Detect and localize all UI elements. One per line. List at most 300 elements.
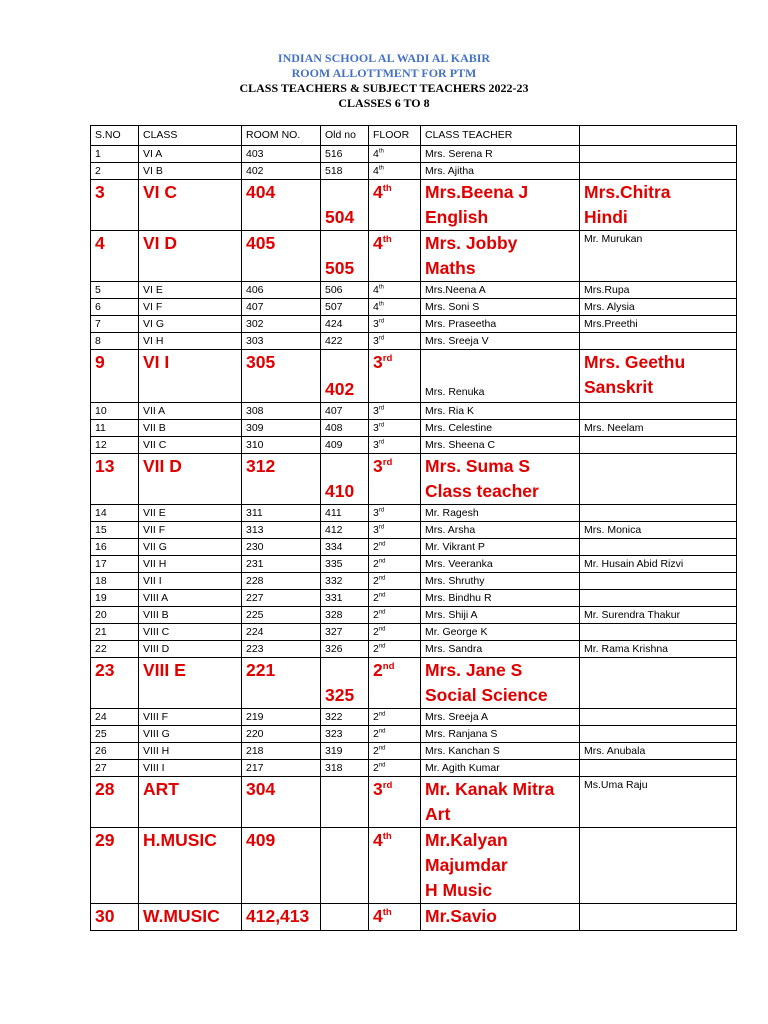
floor-suffix: rd [378, 335, 385, 342]
cell-old-no: 332 [321, 573, 369, 590]
cell-class: ART [139, 777, 242, 828]
cell-floor [369, 573, 421, 590]
class-teacher-line-2: Majumdar [425, 855, 508, 875]
cell-floor [369, 420, 421, 437]
cell-sno: 27 [91, 760, 139, 777]
table-row [91, 454, 737, 505]
cell-class-teacher [421, 556, 580, 573]
floor-number: 4 [373, 906, 383, 926]
cell-room-no: 219 [242, 709, 321, 726]
cell-old-no: 408 [321, 420, 369, 437]
cell-room-no: 224 [242, 624, 321, 641]
cell-class: VI F [139, 299, 242, 316]
cell-subject-teacher [580, 437, 737, 454]
cell-floor [369, 316, 421, 333]
table-row [91, 163, 737, 180]
cell-room-no: 309 [242, 420, 321, 437]
class-teacher-name: Mrs. Kanchan S [425, 745, 500, 757]
cell-class-teacher [421, 590, 580, 607]
cell-class: VIII F [139, 709, 242, 726]
subject-teacher-name: Mrs. Neelam [584, 422, 644, 434]
table-row [91, 403, 737, 420]
cell-class: VII C [139, 437, 242, 454]
cell-sno: 10 [91, 403, 139, 420]
class-teacher-name: Mrs. Celestine [425, 422, 493, 434]
floor-number: 4 [373, 182, 383, 202]
cell-class-teacher [421, 146, 580, 163]
cell-class-teacher [421, 641, 580, 658]
floor-number: 3 [373, 507, 379, 519]
table-row [91, 231, 737, 282]
floor-suffix: rd [378, 318, 385, 325]
subject-teacher-name: Mr. Surendra Thakur [584, 609, 681, 621]
cell-old-no: 507 [321, 299, 369, 316]
cell-class: VIII C [139, 624, 242, 641]
cell-sno: 13 [91, 454, 139, 505]
cell-subject-teacher [580, 777, 737, 828]
class-teacher-line-2: Class teacher [425, 481, 539, 501]
cell-class: VII I [139, 573, 242, 590]
cell-sno: 23 [91, 658, 139, 709]
subject-teacher-name: Mrs.Rupa [584, 284, 630, 296]
table-row [91, 180, 737, 231]
subject-teacher-name: Ms.Uma Raju [584, 779, 648, 791]
cell-sno: 14 [91, 505, 139, 522]
cell-subject-teacher [580, 350, 737, 403]
column-header-room-no: ROOM NO. [242, 126, 321, 146]
cell-sno: 12 [91, 437, 139, 454]
cell-class: VIII H [139, 743, 242, 760]
cell-class: VIII I [139, 760, 242, 777]
class-teacher-name: Mrs.Beena J [425, 182, 529, 202]
cell-subject-teacher [580, 658, 737, 709]
cell-subject-teacher [580, 505, 737, 522]
cell-subject-teacher [580, 316, 737, 333]
cell-old-no [321, 828, 369, 904]
cell-sno: 21 [91, 624, 139, 641]
floor-suffix: rd [378, 524, 385, 531]
cell-class: VI D [139, 231, 242, 282]
cell-room-no: 311 [242, 505, 321, 522]
cell-old-no: 422 [321, 333, 369, 350]
cell-class-teacher [421, 743, 580, 760]
cell-floor [369, 231, 421, 282]
cell-floor [369, 163, 421, 180]
cell-sno: 6 [91, 299, 139, 316]
table-row [91, 641, 737, 658]
cell-old-no: 323 [321, 726, 369, 743]
table-row [91, 522, 737, 539]
class-teacher-name: Mrs. Shruthy [425, 575, 485, 587]
cell-class-teacher [421, 624, 580, 641]
cell-floor [369, 437, 421, 454]
table-row [91, 437, 737, 454]
floor-suffix: th [382, 183, 392, 195]
cell-floor [369, 904, 421, 931]
school-name: INDIAN SCHOOL AL WADI AL KABIR [277, 51, 491, 65]
floor-number: 2 [373, 711, 379, 723]
floor-number: 4 [373, 165, 379, 177]
cell-class-teacher [421, 350, 580, 403]
class-teacher-line-2: English [425, 207, 489, 227]
cell-class-teacher [421, 437, 580, 454]
column-header-floor: FLOOR [369, 126, 421, 146]
floor-suffix: th [378, 165, 384, 172]
cell-sno: 7 [91, 316, 139, 333]
table-row [91, 828, 737, 904]
cell-floor [369, 454, 421, 505]
cell-subject-teacher [580, 180, 737, 231]
floor-suffix: rd [378, 507, 385, 514]
cell-old-no: 504 [321, 180, 369, 231]
cell-class-teacher [421, 658, 580, 709]
cell-subject-teacher [580, 607, 737, 624]
class-teacher-name: Mrs. Shiji A [425, 609, 478, 621]
cell-sno: 15 [91, 522, 139, 539]
floor-suffix: rd [382, 457, 393, 469]
cell-old-no [321, 777, 369, 828]
cell-room-no: 409 [242, 828, 321, 904]
document-header [0, 51, 768, 111]
cell-floor [369, 350, 421, 403]
class-teacher-name: Mrs. Sheena C [425, 439, 496, 451]
class-teacher-name: Mrs. Jane S [425, 660, 523, 680]
cell-subject-teacher [580, 709, 737, 726]
class-teacher-name: Mr. Agith Kumar [425, 762, 500, 774]
floor-number: 2 [373, 558, 379, 570]
cell-subject-teacher [580, 556, 737, 573]
cell-old-no: 318 [321, 760, 369, 777]
class-teacher-name: Mr. Kanak Mitra [425, 779, 555, 799]
cell-class: VIII E [139, 658, 242, 709]
cell-sno: 29 [91, 828, 139, 904]
cell-floor [369, 590, 421, 607]
subject-teacher-name: Mrs. Anubala [584, 745, 646, 757]
cell-class: VI B [139, 163, 242, 180]
floor-suffix: th [382, 907, 392, 919]
cell-room-no: 223 [242, 641, 321, 658]
class-teacher-name: Mrs. Ajitha [425, 165, 475, 177]
cell-class-teacher [421, 282, 580, 299]
cell-floor [369, 505, 421, 522]
subject-teacher-name: Mr. Rama Krishna [584, 643, 669, 655]
subject-teacher-name: Mr. Murukan [584, 233, 643, 245]
cell-room-no: 312 [242, 454, 321, 505]
cell-room-no: 220 [242, 726, 321, 743]
floor-number: 3 [373, 779, 383, 799]
cell-sno: 22 [91, 641, 139, 658]
cell-old-no: 322 [321, 709, 369, 726]
subject-teacher-name: Mrs.Chitra [584, 182, 671, 202]
subject-teacher-line-2: Hindi [584, 207, 628, 227]
floor-number: 2 [373, 643, 379, 655]
class-teacher-name: Mrs. Bindhu R [425, 592, 492, 604]
table-row [91, 299, 737, 316]
floor-number: 4 [373, 830, 383, 850]
cell-floor [369, 146, 421, 163]
class-teacher-name: Mrs. Jobby [425, 233, 518, 253]
cell-class-teacher [421, 777, 580, 828]
cell-subject-teacher [580, 420, 737, 437]
cell-class: VI E [139, 282, 242, 299]
cell-old-no: 402 [321, 350, 369, 403]
class-teacher-name: Mr. George K [425, 626, 488, 638]
cell-class: VII D [139, 454, 242, 505]
cell-class: VIII G [139, 726, 242, 743]
table-row [91, 282, 737, 299]
class-teacher-name: Mrs. Renuka [425, 386, 485, 398]
cell-subject-teacher [580, 163, 737, 180]
cell-room-no: 405 [242, 231, 321, 282]
cell-room-no: 403 [242, 146, 321, 163]
class-teacher-name: Mr. Vikrant P [425, 541, 485, 553]
table-header-row [91, 126, 737, 146]
cell-old-no: 327 [321, 624, 369, 641]
subject-teacher-name: Mrs. Geethu [584, 352, 686, 372]
floor-suffix: nd [378, 541, 386, 548]
subject-teacher-line-2: Sanskrit [584, 377, 654, 397]
cell-class-teacher [421, 539, 580, 556]
floor-suffix: rd [378, 439, 385, 446]
cell-floor [369, 624, 421, 641]
cell-room-no: 310 [242, 437, 321, 454]
room-allotment-table [90, 125, 737, 931]
table-row [91, 777, 737, 828]
cell-old-no: 409 [321, 437, 369, 454]
floor-number: 4 [373, 233, 383, 253]
floor-suffix: rd [378, 422, 385, 429]
class-teacher-name: Mrs. Serena R [425, 148, 493, 160]
cell-class: VII B [139, 420, 242, 437]
cell-sno: 25 [91, 726, 139, 743]
cell-old-no: 335 [321, 556, 369, 573]
cell-sno: 26 [91, 743, 139, 760]
cell-old-no: 506 [321, 282, 369, 299]
column-header-old-no: Old no [321, 126, 369, 146]
column-header-class: CLASS [139, 126, 242, 146]
cell-class: VI I [139, 350, 242, 403]
cell-floor [369, 641, 421, 658]
floor-number: 2 [373, 592, 379, 604]
table-row [91, 420, 737, 437]
floor-number: 4 [373, 284, 379, 296]
class-teacher-name: Mrs. Sandra [425, 643, 483, 655]
class-teacher-line-2: Art [425, 804, 451, 824]
cell-subject-teacher [580, 231, 737, 282]
cell-sno: 24 [91, 709, 139, 726]
class-teacher-name: Mrs. Soni S [425, 301, 480, 313]
class-teacher-name: Mrs. Suma S [425, 456, 531, 476]
cell-room-no: 313 [242, 522, 321, 539]
cell-sno: 5 [91, 282, 139, 299]
cell-class: VII H [139, 556, 242, 573]
floor-suffix: nd [378, 575, 386, 582]
table-row [91, 333, 737, 350]
floor-number: 2 [373, 609, 379, 621]
cell-class: VIII A [139, 590, 242, 607]
class-teacher-line-2: Social Science [425, 685, 548, 705]
cell-old-no: 424 [321, 316, 369, 333]
cell-class: VII E [139, 505, 242, 522]
cell-floor [369, 760, 421, 777]
class-teacher-name: Mr.Kalyan [425, 830, 508, 850]
floor-suffix: th [378, 284, 384, 291]
cell-class-teacher [421, 505, 580, 522]
cell-sno: 17 [91, 556, 139, 573]
cell-subject-teacher [580, 743, 737, 760]
floor-suffix: nd [378, 609, 386, 616]
floor-number: 3 [373, 456, 383, 476]
cell-class: VI A [139, 146, 242, 163]
cell-class-teacher [421, 726, 580, 743]
cell-floor [369, 539, 421, 556]
floor-number: 2 [373, 575, 379, 587]
class-teacher-line-3: H Music [425, 880, 493, 900]
cell-class: VI H [139, 333, 242, 350]
cell-class-teacher [421, 760, 580, 777]
cell-class-teacher [421, 454, 580, 505]
cell-floor [369, 777, 421, 828]
floor-suffix: rd [382, 780, 393, 792]
cell-sno: 18 [91, 573, 139, 590]
cell-class-teacher [421, 828, 580, 904]
cell-old-no: 518 [321, 163, 369, 180]
cell-class-teacher [421, 333, 580, 350]
table-row [91, 726, 737, 743]
floor-number: 3 [373, 335, 379, 347]
cell-old-no: 328 [321, 607, 369, 624]
cell-room-no: 227 [242, 590, 321, 607]
cell-room-no: 404 [242, 180, 321, 231]
cell-class-teacher [421, 316, 580, 333]
table-row [91, 760, 737, 777]
cell-sno: 8 [91, 333, 139, 350]
cell-class: VI G [139, 316, 242, 333]
class-teacher-name: Mrs.Neena A [425, 284, 486, 296]
cell-room-no: 230 [242, 539, 321, 556]
cell-class: VIII B [139, 607, 242, 624]
table-row [91, 743, 737, 760]
class-teacher-name: Mrs. Praseetha [425, 318, 497, 330]
cell-sno: 9 [91, 350, 139, 403]
cell-room-no: 406 [242, 282, 321, 299]
cell-old-no: 407 [321, 403, 369, 420]
cell-class-teacher [421, 607, 580, 624]
table-row [91, 607, 737, 624]
cell-class-teacher [421, 573, 580, 590]
class-teacher-line-2: Maths [425, 258, 476, 278]
cell-room-no: 412,413 [242, 904, 321, 931]
cell-room-no: 303 [242, 333, 321, 350]
table-row [91, 658, 737, 709]
cell-room-no: 402 [242, 163, 321, 180]
cell-floor [369, 299, 421, 316]
table-row [91, 709, 737, 726]
floor-number: 4 [373, 301, 379, 313]
floor-number: 3 [373, 405, 379, 417]
cell-old-no: 326 [321, 641, 369, 658]
cell-floor [369, 333, 421, 350]
cell-floor [369, 743, 421, 760]
table-row [91, 904, 737, 931]
class-teacher-name: Mr. Ragesh [425, 507, 479, 519]
cell-subject-teacher [580, 539, 737, 556]
classes-range: CLASSES 6 TO 8 [338, 96, 430, 110]
floor-suffix: th [382, 831, 392, 843]
table-row [91, 624, 737, 641]
cell-old-no [321, 904, 369, 931]
cell-floor [369, 522, 421, 539]
cell-sno: 19 [91, 590, 139, 607]
cell-sno: 2 [91, 163, 139, 180]
cell-old-no: 410 [321, 454, 369, 505]
cell-old-no: 325 [321, 658, 369, 709]
cell-sno: 11 [91, 420, 139, 437]
floor-number: 2 [373, 626, 379, 638]
subject-teacher-name: Mrs. Alysia [584, 301, 635, 313]
floor-suffix: th [382, 234, 392, 246]
cell-class: VII F [139, 522, 242, 539]
floor-number: 3 [373, 352, 383, 372]
floor-number: 2 [373, 745, 379, 757]
table-row [91, 505, 737, 522]
cell-sno: 30 [91, 904, 139, 931]
subject-teacher-name: Mr. Husain Abid Rizvi [584, 558, 684, 570]
cell-class: VI C [139, 180, 242, 231]
cell-floor [369, 709, 421, 726]
floor-suffix: nd [378, 626, 386, 633]
floor-suffix: nd [378, 745, 386, 752]
cell-sno: 20 [91, 607, 139, 624]
cell-room-no: 217 [242, 760, 321, 777]
floor-number: 2 [373, 728, 379, 740]
class-teacher-name: Mrs. Veeranka [425, 558, 493, 570]
cell-class-teacher [421, 420, 580, 437]
cell-subject-teacher [580, 299, 737, 316]
table-row [91, 573, 737, 590]
floor-number: 3 [373, 318, 379, 330]
cell-subject-teacher [580, 333, 737, 350]
floor-number: 2 [373, 762, 379, 774]
floor-suffix: nd [378, 762, 386, 769]
cell-subject-teacher [580, 760, 737, 777]
table-row [91, 590, 737, 607]
floor-suffix: rd [382, 353, 393, 365]
floor-suffix: nd [378, 643, 386, 650]
floor-suffix: nd [378, 711, 386, 718]
cell-floor [369, 556, 421, 573]
cell-subject-teacher [580, 590, 737, 607]
cell-subject-teacher [580, 641, 737, 658]
cell-subject-teacher [580, 522, 737, 539]
floor-suffix: th [378, 301, 384, 308]
subject-teacher-name: Mrs. Monica [584, 524, 642, 536]
cell-room-no: 221 [242, 658, 321, 709]
cell-old-no: 516 [321, 146, 369, 163]
cell-class-teacher [421, 163, 580, 180]
cell-room-no: 407 [242, 299, 321, 316]
cell-floor [369, 828, 421, 904]
cell-subject-teacher [580, 573, 737, 590]
cell-subject-teacher [580, 282, 737, 299]
cell-class: VII G [139, 539, 242, 556]
column-header-subject-teacher [580, 126, 737, 146]
cell-floor [369, 282, 421, 299]
floor-suffix: rd [378, 405, 385, 412]
cell-class: H.MUSIC [139, 828, 242, 904]
cell-room-no: 225 [242, 607, 321, 624]
class-teacher-name: Mr.Savio [425, 906, 497, 926]
